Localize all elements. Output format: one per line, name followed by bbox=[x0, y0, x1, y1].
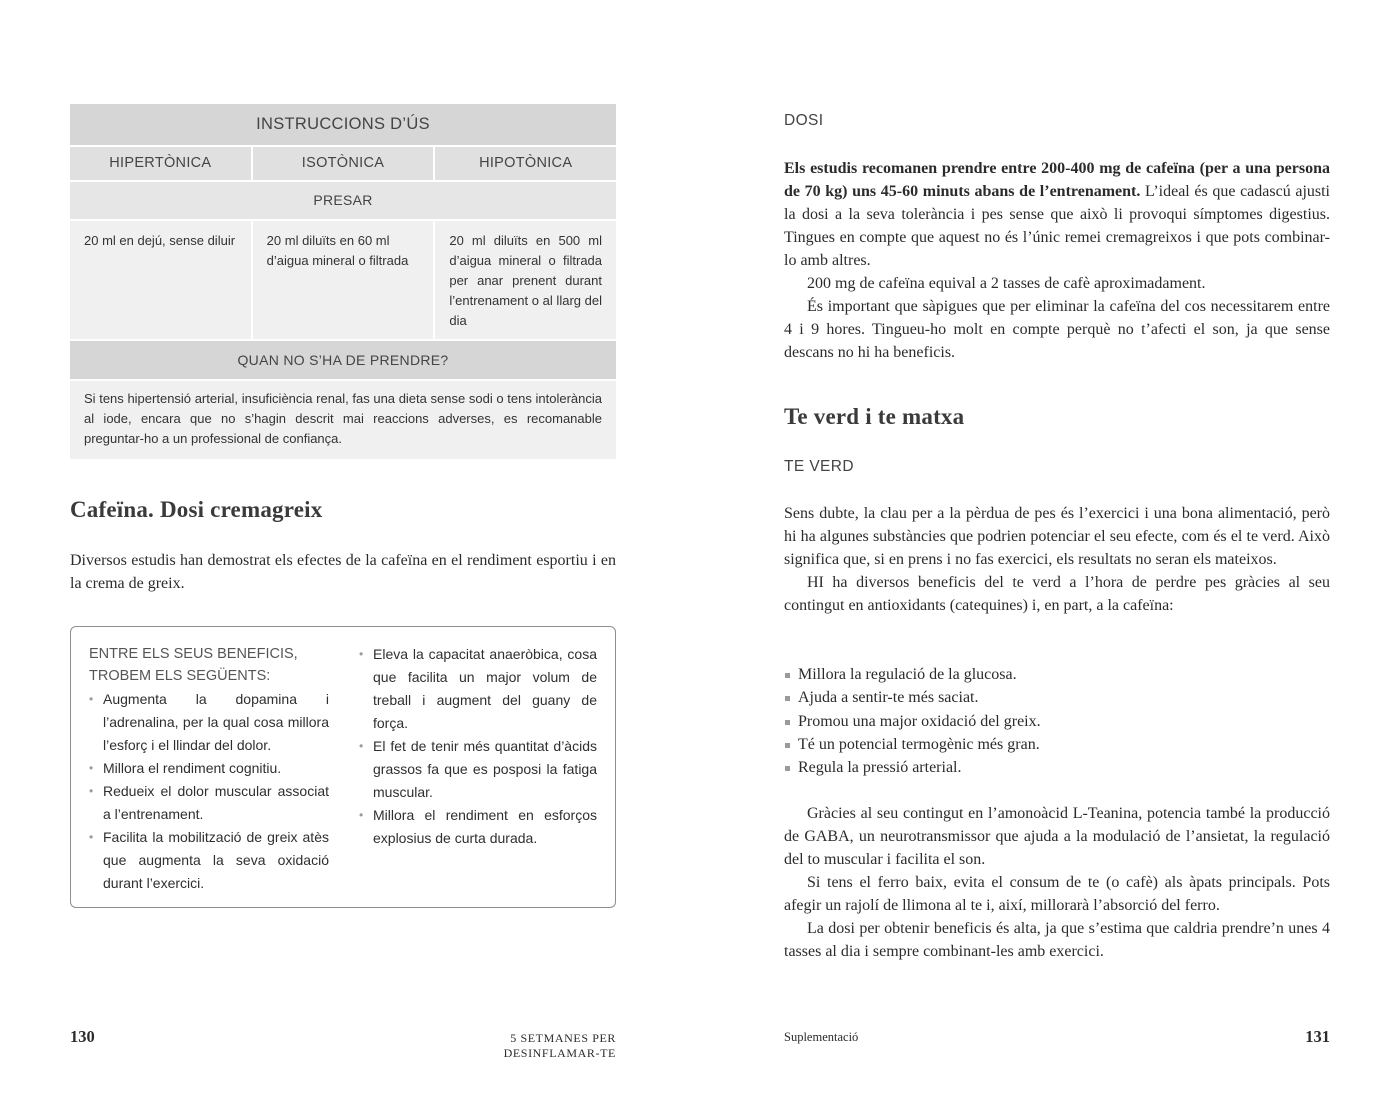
running-title-right: Suplementació bbox=[784, 1030, 859, 1044]
tea-paragraph-3: Gràcies al seu contingut en l’amonoàcid L-Teanina, potencia també la producció de GABA, un neurotransmissor que ajuda a la modulació de l’ansietat, la regulació del to muscular i facilita el son. bbox=[784, 805, 1330, 868]
dose-paragraph-3: És important que sàpigues que per eliminar la cafeïna del cos necessitarem entre 4 i 9 hores. Tingueu-ho molt en compte perquè no t’afecti el son, ja que sense descans no hi ha beneficis. bbox=[784, 298, 1330, 361]
tea-paragraph-1: Sens dubte, la clau per a la pèrdua de pes és l’exercici i una bona alimentació, però hi ha algunes substàncies que podrien potenciar el seu efecte, com és el te verd. Això significa que, si en prens i no fas exercici, els resultats no seran els mateixos. bbox=[784, 505, 1330, 568]
caffeine-intro bbox=[70, 549, 616, 595]
running-title-left: 5 SETMANES PER DESINFLAMAR-TE bbox=[503, 1031, 616, 1060]
list-item: • Redueix el dolor muscular associat a l’entrenament. bbox=[89, 780, 329, 826]
list-item: • Millora el rendiment en esforços explosius de curta durada. bbox=[359, 804, 597, 850]
intake-cell-hypertonic: 20 ml en dejú, sense diluir bbox=[84, 233, 236, 248]
column-header-hypotonic: HIPOTÒNICA bbox=[433, 147, 616, 180]
benefits-list-1 bbox=[89, 688, 329, 895]
tea-heading: Te verd i te matxa bbox=[784, 404, 965, 429]
caffeine-heading: Cafeïna. Dosi cremagreix bbox=[70, 497, 323, 522]
list-item: • Augmenta la dopamina i l’adrenalina, per la qual cosa millora l’esforç i el llindar del dolor. bbox=[89, 688, 329, 757]
list-item: • Eleva la capacitat anaeròbica, cosa que facilita un major volum de treball i augment del guany de força. bbox=[359, 643, 597, 735]
benefits-column-2 bbox=[359, 643, 597, 850]
dose-section bbox=[784, 157, 1330, 364]
intake-cell-hypotonic: 20 ml diluïts en 500 ml d’aigua mineral o filtrada per anar prenent durant l’entrenament o al llarg del dia bbox=[433, 221, 616, 339]
page-number-left: 130 bbox=[70, 1027, 95, 1046]
benefits-box bbox=[70, 626, 616, 908]
intake-cell-isotonic: 20 ml diluïts en 60 ml d’aigua mineral o filtrada bbox=[251, 221, 434, 339]
list-item: Ajuda a sentir-te més saciat. bbox=[784, 686, 1330, 709]
list-item: • Facilita la mobilització de greix atès que augmenta la seva oxidació durant l’exercici. bbox=[89, 826, 329, 895]
column-header-isotonic: ISOTÒNICA bbox=[251, 147, 434, 180]
list-item: Regula la pressió arterial. bbox=[784, 756, 1330, 779]
dose-heading: DOSI bbox=[784, 112, 824, 129]
tea-intro bbox=[784, 502, 1330, 617]
dose-bold-text: Els estudis recomanen prendre entre 200-400 mg de cafeïna (per a una persona de 70 kg) uns 45-60 minuts abans de l’entrenament. bbox=[784, 160, 1330, 200]
when-not-text: Si tens hipertensió arterial, insuficiència renal, fas una dieta sense sodi o tens intolerància al iode, encara que no s’hagin descrit mai reaccions adverses, es recomanable preguntar-ho a un professional de confiança. bbox=[84, 391, 602, 446]
benefits-list-2 bbox=[359, 643, 597, 850]
when-not-header: QUAN NO S’HA DE PRENDRE? bbox=[70, 339, 616, 381]
dose-paragraph-2: 200 mg de cafeïna equival a 2 tasses de cafè aproximadament. bbox=[807, 275, 1206, 292]
list-item: Promou una major oxidació del greix. bbox=[784, 710, 1330, 733]
benefits-column-1 bbox=[89, 643, 329, 895]
usage-instructions-table bbox=[70, 104, 616, 459]
list-item: • Millora el rendiment cognitiu. bbox=[89, 757, 329, 780]
column-header-hypertonic: HIPERTÒNICA bbox=[70, 147, 251, 180]
dose-rest-text: L’ideal és que cadascú ajusti la dosi a la seva tolerància i pes sense que això li provoqui símptomes digestius. Tingues en compte que aquest no és l’únic remei cremagreixos i que pots combinar-lo amb altres. bbox=[784, 183, 1331, 269]
table-title: INSTRUCCIONS D’ÚS bbox=[70, 104, 616, 147]
list-item: Té un potencial termogènic més gran. bbox=[784, 733, 1330, 756]
intake-header: PRESAR bbox=[70, 182, 616, 221]
list-item: • El fet de tenir més quantitat d’àcids grassos fa que es posposi la fatiga muscular. bbox=[359, 735, 597, 804]
caffeine-intro-text: Diversos estudis han demostrat els efectes de la cafeïna en el rendiment esportiu i en la crema de greix. bbox=[70, 552, 616, 592]
tea-paragraph-5: La dosi per obtenir beneficis és alta, ja que s’estima que caldria prendre’n unes 4 tasses al dia i sempre combinant-les amb exercici. bbox=[784, 920, 1330, 960]
page-number-right: 131 bbox=[1305, 1027, 1330, 1046]
green-tea-subheading: TE VERD bbox=[784, 458, 854, 475]
benefits-title: ENTRE ELS SEUS BENEFICIS, TROBEM ELS SEGÜENTS: bbox=[89, 646, 298, 684]
tea-paragraph-4: Si tens el ferro baix, evita el consum de te (o cafè) als àpats principals. Pots afegir un rajolí de llimona al te i, així, millorarà l’absorció del ferro. bbox=[784, 874, 1330, 914]
tea-paragraph-2: HI ha diversos beneficis del te verd a l’hora de perdre pes gràcies al seu contingut en antioxidants (catequines) i, en part, a la cafeïna: bbox=[784, 574, 1330, 614]
table-column-headers bbox=[70, 147, 616, 182]
tea-benefits-list bbox=[784, 663, 1330, 779]
list-item: Millora la regulació de la glucosa. bbox=[784, 663, 1330, 686]
tea-details bbox=[784, 802, 1330, 963]
dose-paragraph-1 bbox=[784, 157, 1330, 272]
intake-row bbox=[70, 221, 616, 339]
